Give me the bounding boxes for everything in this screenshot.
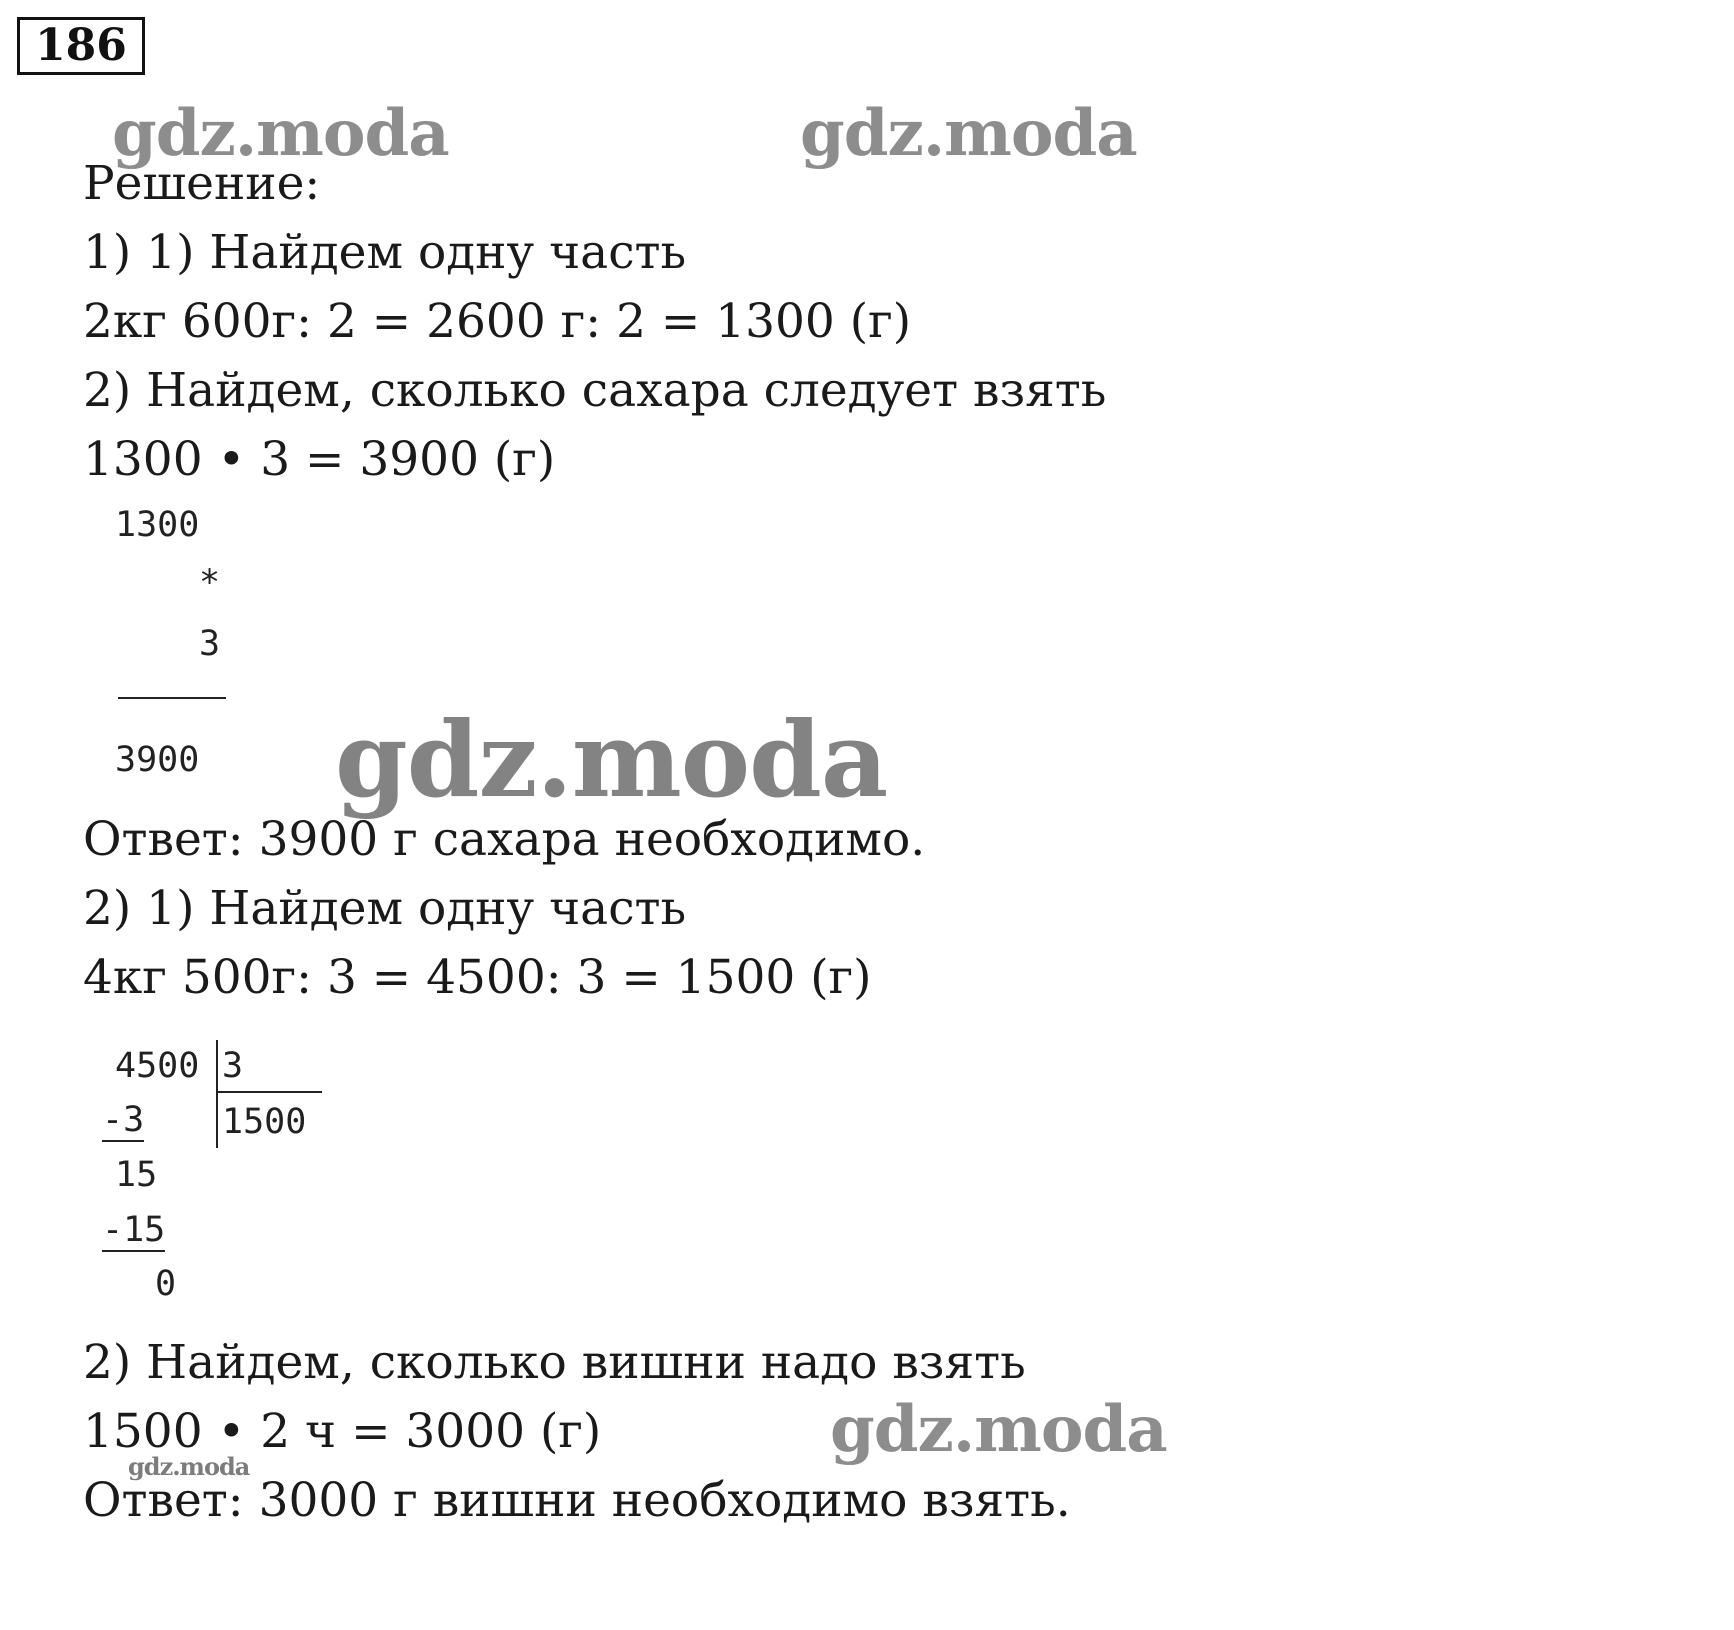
task-number-box: 186 [17, 17, 145, 75]
part2-step1: 2) 1) Найдем одну часть [83, 881, 687, 936]
part2-answer: Ответ: 3000 г вишни необходимо взять. [83, 1473, 1071, 1528]
watermark-logo: gdz.moda [800, 96, 1137, 171]
part2-calc2: 1500 • 2 ч = 3000 (г) [83, 1404, 602, 1459]
subtrahend-2: -15 [102, 1210, 166, 1250]
part2-calc1: 4кг 500г: 3 = 4500: 3 = 1500 (г) [83, 950, 872, 1005]
multiplication-rule [118, 697, 226, 699]
watermark-logo: gdz.moda [112, 96, 449, 171]
subtrahend-1: -3 [102, 1100, 145, 1140]
part1-answer: Ответ: 3900 г сахара необходимо. [83, 812, 926, 867]
part1-step2: 2) Найдем, сколько сахара следует взять [83, 363, 1107, 418]
multiplicand: 1300 [115, 505, 200, 545]
solution-heading: Решение: [83, 156, 321, 211]
watermark-logo: gdz.moda [335, 698, 888, 821]
watermark-logo: gdz.moda [830, 1392, 1167, 1467]
multiplication-operator: * [199, 563, 221, 603]
division-horizontal-rule [218, 1091, 322, 1093]
multiplication-result: 3900 [115, 740, 200, 780]
divisor: 3 [222, 1046, 244, 1086]
part1-calc1: 2кг 600г: 2 = 2600 г: 2 = 1300 (г) [83, 294, 912, 349]
watermark-logo-small: gdz.moda [128, 1452, 250, 1481]
part2-step2: 2) Найдем, сколько вишни надо взять [83, 1335, 1026, 1390]
final-remainder: 0 [155, 1264, 177, 1304]
dividend: 4500 [115, 1046, 200, 1086]
quotient: 1500 [222, 1102, 307, 1142]
division-vertical-rule [216, 1040, 218, 1148]
part1-calc2: 1300 • 3 = 3900 (г) [83, 432, 556, 487]
remainder-1: 15 [115, 1155, 158, 1195]
part1-step1: 1) 1) Найдем одну часть [83, 225, 687, 280]
multiplier: 3 [199, 624, 221, 664]
